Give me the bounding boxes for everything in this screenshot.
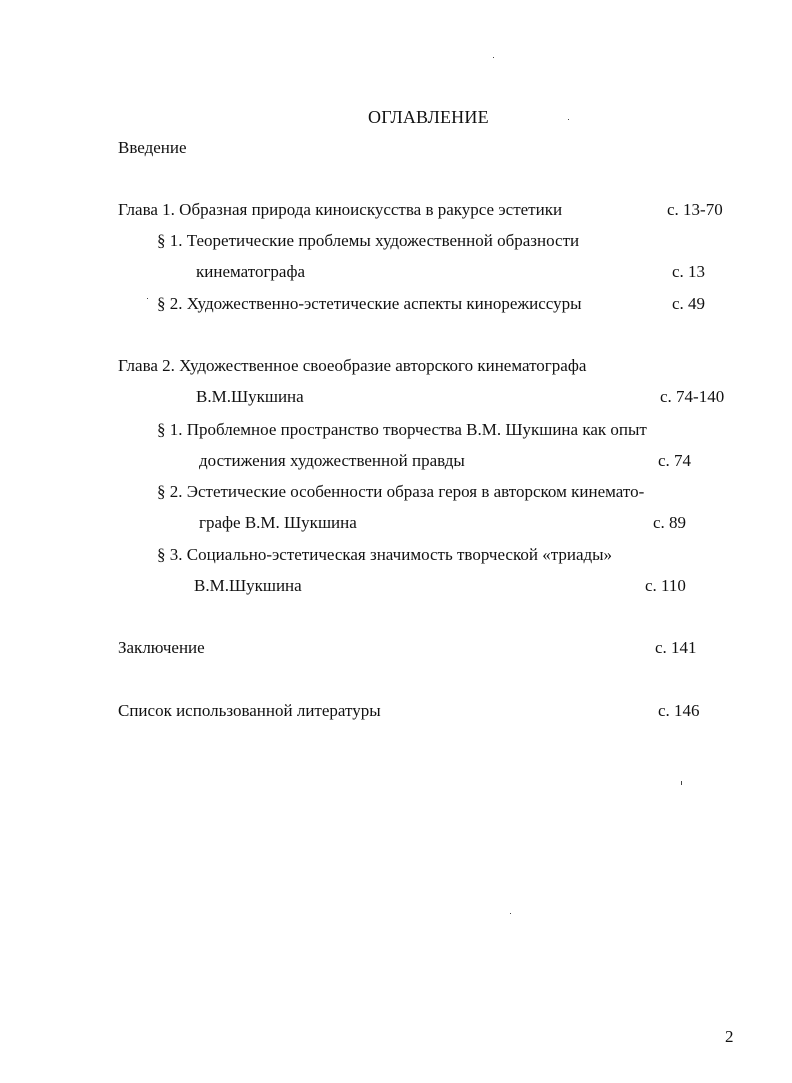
scan-speck [147, 298, 148, 299]
toc-conclusion: Заключение [118, 638, 205, 657]
toc-ch1-sec2-line1: § 2. Художественно-эстетические аспекты кинорежиссуры [157, 294, 582, 313]
toc-ch2-sec3-line1: § 3. Социально-эстетическая значимость творческой «триады» [157, 545, 613, 564]
toc-ch2-sec2-line2: графе В.М. Шукшина [199, 513, 357, 532]
toc-intro: Введение [118, 138, 187, 157]
toc-ch2-sec1-page: с. 74 [658, 451, 692, 470]
toc-ch2-sec2-page: с. 89 [653, 513, 687, 532]
toc-chapter1-page: с. 13-70 [667, 200, 723, 219]
toc-ch1-sec1-line2: кинематографа [196, 262, 306, 281]
toc-conclusion-page: с. 141 [655, 638, 697, 657]
toc-ch2-sec1-line2: достижения художественной правды [199, 451, 465, 470]
scan-speck [568, 119, 569, 120]
toc-chapter2-line2: В.М.Шукшина [196, 387, 304, 406]
toc-references: Список использованной литературы [118, 701, 381, 720]
toc-ch2-sec3-page: с. 110 [645, 576, 686, 595]
toc-ch1-sec1-page: с. 13 [672, 262, 706, 281]
scan-speck [681, 781, 682, 785]
page-number: 2 [725, 1027, 734, 1046]
toc-ch1-sec1-line1: § 1. Теоретические проблемы художественной образности [157, 231, 580, 250]
toc-chapter2-page: с. 74-140 [660, 387, 725, 406]
toc-chapter1-title: Глава 1. Образная природа киноискусства в ракурсе эстетики [118, 200, 563, 219]
toc-ch1-sec2-page: с. 49 [672, 294, 706, 313]
scan-speck [493, 57, 494, 58]
scan-speck [510, 913, 511, 914]
toc-title: ОГЛАВЛЕНИЕ [368, 107, 489, 127]
toc-ch2-sec2-line1: § 2. Эстетические особенности образа героя в авторском кинемато- [157, 482, 645, 501]
toc-ch2-sec1-line1: § 1. Проблемное пространство творчества В.М. Шукшина как опыт [157, 420, 647, 439]
toc-references-page: с. 146 [658, 701, 700, 720]
toc-chapter2-line1: Глава 2. Художественное своеобразие авторского кинематографа [118, 356, 587, 375]
toc-ch2-sec3-line2: В.М.Шукшина [194, 576, 302, 595]
